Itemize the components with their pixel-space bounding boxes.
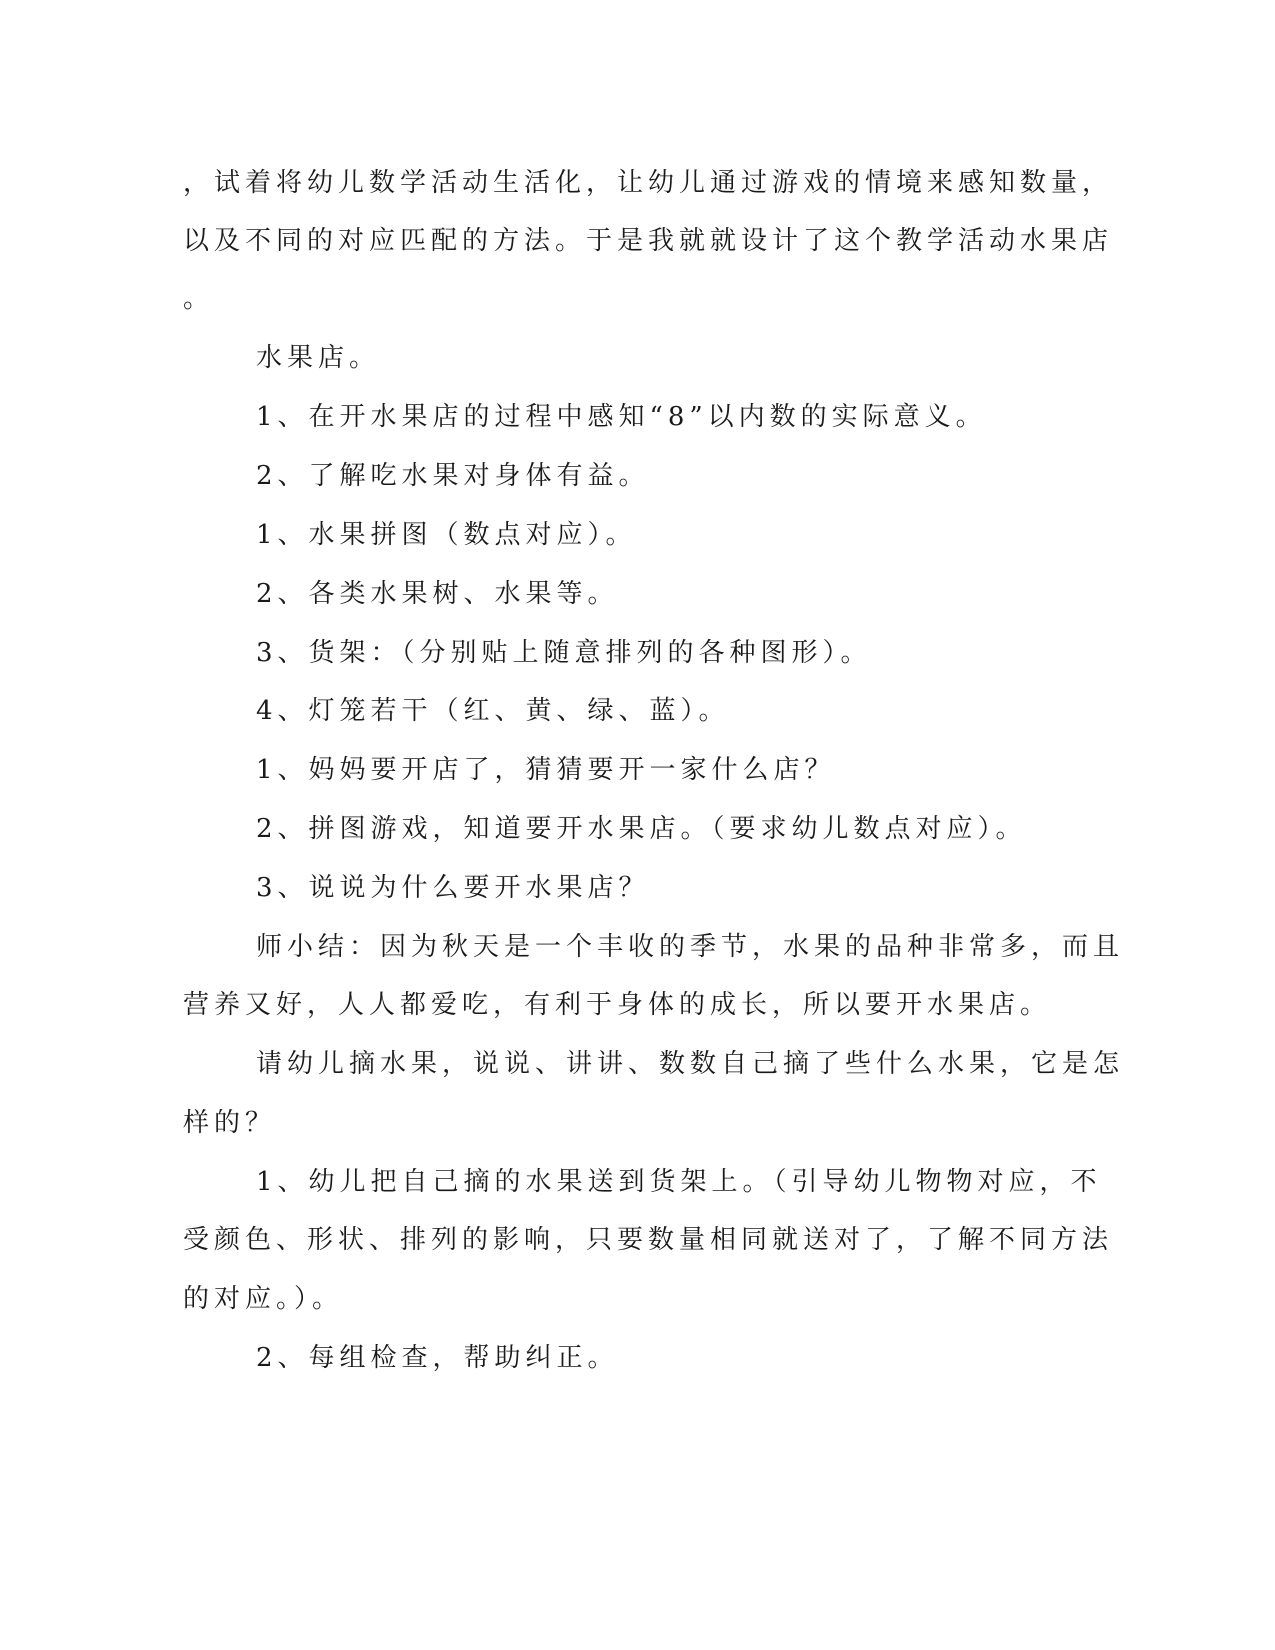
text-line: 2、每组检查，帮助纠正。 xyxy=(256,1343,619,1373)
text-line: 1、在开水果店的过程中感知“8”以内数的实际意义。 xyxy=(256,402,987,432)
text-line: 2、拼图游戏，知道要开水果店。（要求幼儿数点对应）。 xyxy=(256,814,1027,844)
text-line: 水果店。 xyxy=(256,343,381,373)
text-line: 3、说说为什么要开水果店？ xyxy=(256,873,650,903)
text-line: 1、妈妈要开店了，猜猜要开一家什么店？ xyxy=(256,755,836,785)
text-line: 3、货架：（分别贴上随意排列的各种图形）。 xyxy=(256,638,872,668)
text-line: 。 xyxy=(183,284,215,314)
text-line: 师小结：因为秋天是一个丰收的季节，水果的品种非常多，而且 xyxy=(256,932,1125,962)
text-line: 1、水果拼图（数点对应）。 xyxy=(256,520,637,550)
text-line: 的对应。）。 xyxy=(183,1284,344,1314)
text-line: 4、灯笼若干（红、黄、绿、蓝）。 xyxy=(256,696,730,726)
text-line: 样的？ xyxy=(183,1108,277,1138)
text-line: 2、了解吃水果对身体有益。 xyxy=(256,461,650,491)
text-line: 1、幼儿把自己摘的水果送到货架上。（引导幼儿物物对应，不 xyxy=(256,1167,1102,1197)
text-line: 营养又好，人人都爱吃，有利于身体的成长，所以要开水果店。 xyxy=(183,990,1052,1020)
text-line: 以及不同的对应匹配的方法。于是我就就设计了这个教学活动水果店 xyxy=(183,226,1114,256)
text-line: 2、各类水果树、水果等。 xyxy=(256,579,619,609)
text-line: 受颜色、形状、排列的影响，只要数量相同就送对了，了解不同方法 xyxy=(183,1225,1114,1255)
text-line: 请幼儿摘水果，说说、讲讲、数数自己摘了些什么水果，它是怎 xyxy=(256,1049,1125,1079)
text-line: ，试着将幼儿数学活动生活化，让幼儿通过游戏的情境来感知数量， xyxy=(183,168,1114,198)
